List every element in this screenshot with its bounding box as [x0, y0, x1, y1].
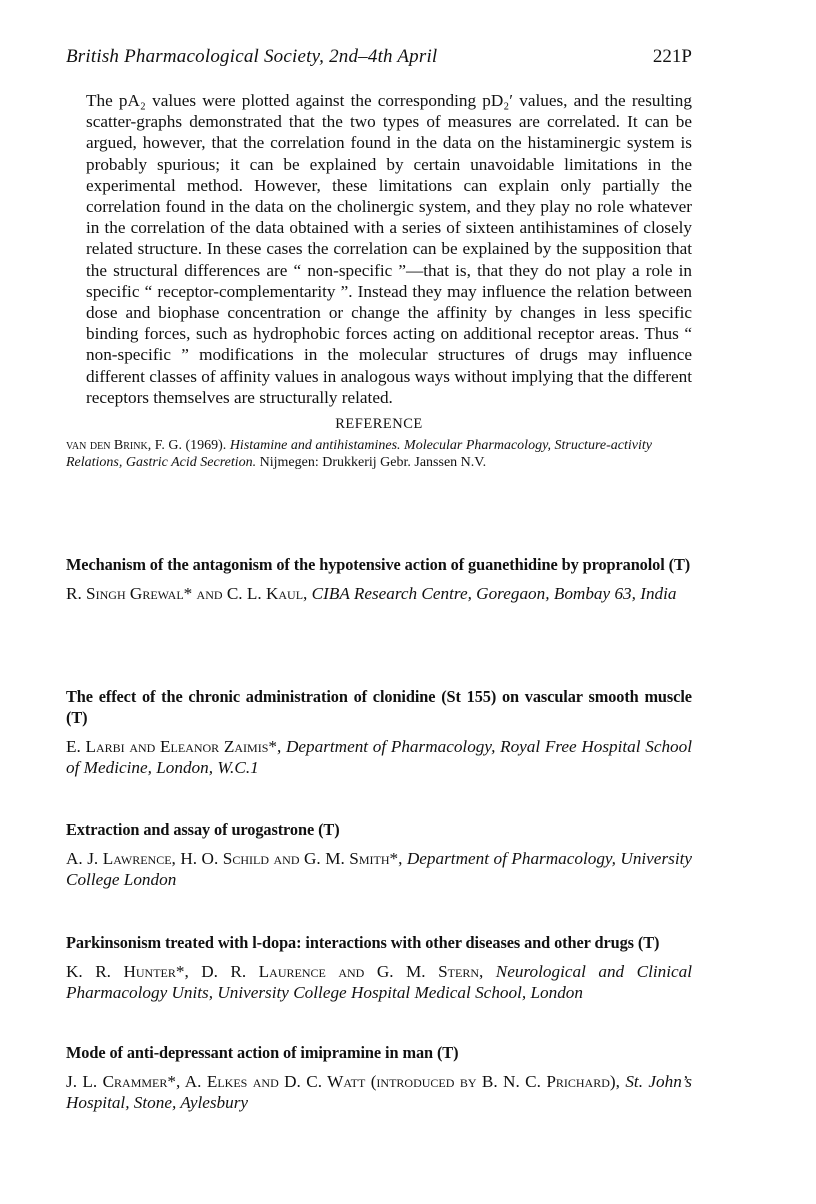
abstract-affiliation: Neurological and Clinical Pharmacology Units, University College Hospital Medical School, London [66, 962, 693, 1002]
abstract-affiliation: Department of Pharmacology, Royal Free Hospital School of Medicine, London, W.C.1 [66, 737, 693, 777]
reference-entry [66, 437, 692, 471]
abstract-byline [66, 848, 692, 890]
abstract-authors: R. Singh Grewal* and C. L. Kaul, [66, 584, 308, 603]
abstract-title: Mechanism of the antagonism of the hypotensive action of guanethidine by propranolol (T) [66, 555, 691, 574]
reference-heading: REFERENCE [335, 416, 423, 432]
abstract-authors: A. J. Lawrence, H. O. Schild and G. M. Smith*, [66, 849, 403, 868]
abstract-title: The effect of the chronic administration of clonidine (St 155) on vascular smooth muscle (T) [66, 687, 692, 727]
abstract-title: Extraction and assay of urogastrone (T) [66, 820, 340, 839]
abstract-2 [66, 686, 692, 778]
abstract-3 [66, 819, 692, 890]
abstract-5 [66, 1042, 692, 1113]
abstract-title: Mode of anti-depressant action of imipramine in man (T) [66, 1043, 459, 1062]
abstract-affiliation: CIBA Research Centre, Goregaon, Bombay 63, India [311, 584, 677, 603]
abstract-affiliation: Department of Pharmacology, University College London [66, 849, 692, 889]
abstract-affiliation: St. John’s Hospital, Stone, Aylesbury [66, 1072, 692, 1112]
paragraph-text: The pA₂ values were plotted against the corresponding pD₂′ values, and the resulting scatter-graphs demonstrated that the two types of measures are correlated. It can be argued, however, that the correlation found in the data on the histaminergic system is probably spurious; it can be explained by certain unavoidable limitations in the experimental method. However, these limitations can explain only partially the correlation found in the data on the cholinergic system, and they play no role whatever in the correlation of the data obtained with a series of sixteen antihistamines of closely related structure. In these cases the correlation can be explained by the supposition that the structural differences are “ non-specific ”—that is, that they do not play a role in specific “ receptor-complementarity ”. Instead they may influence the relation between dose and biophase concentration or change the affinity by changes in less specific binding forces, such as hydrophobic forces acting on additional receptor areas. Thus “ non-specific ” modifications in the molecular structures of drugs may influence different classes of affinity values in analogous ways without implying that the different receptors themselves are structurally related. [86, 91, 692, 407]
page-number: 221P [652, 46, 692, 67]
reference-year: (1969). [185, 438, 227, 453]
abstract-byline [66, 1071, 692, 1113]
abstract-authors: E. Larbi and Eleanor Zaimis*, [66, 737, 282, 756]
abstract-byline [66, 736, 692, 778]
abstract-byline [66, 961, 692, 1003]
body-paragraph [66, 90, 692, 408]
abstract-authors: K. R. Hunter*, D. R. Laurence and G. M. Stern, [66, 962, 484, 981]
abstract-1 [66, 554, 692, 604]
abstract-title: Parkinsonism treated with l-dopa: interactions with other diseases and other drugs (T) [66, 933, 660, 952]
reference-title: Histamine and antihistamines. Molecular Pharmacology, Structure-activity Relations, Gastric Acid Secretion. [66, 438, 652, 470]
reference-publisher: Nijmegen: Drukkerij Gebr. Janssen N.V. [259, 455, 487, 470]
abstract-4 [66, 932, 692, 1003]
running-header: British Pharmacological Society, 2nd–4th April [66, 46, 438, 67]
abstract-byline [66, 583, 692, 604]
abstract-authors: J. L. Crammer*, A. Elkes and D. C. Watt (introduced by B. N. C. Prichard), [66, 1072, 620, 1091]
reference-author: van den Brink, F. G. [66, 438, 182, 453]
